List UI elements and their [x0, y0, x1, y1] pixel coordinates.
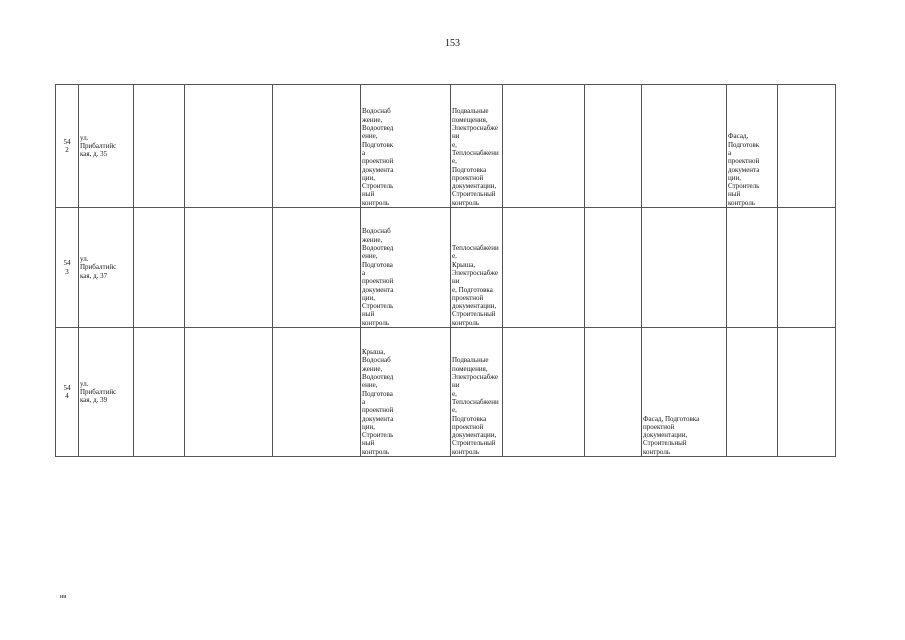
works-cell: Теплоснабжение, Крыша, Электроснабжени е, Подготовка проектной документации, Строительный контроль [451, 208, 503, 328]
works-cell [727, 208, 778, 328]
table-row [56, 208, 836, 328]
empty-cell [185, 328, 273, 457]
empty-cell [503, 85, 585, 208]
works-cell [642, 85, 727, 208]
empty-cell [585, 328, 642, 457]
empty-cell [585, 208, 642, 328]
empty-cell [503, 208, 585, 328]
footer-mark: ии [60, 594, 67, 600]
works-cell: Фасад, Подготовка проектной документации, Строительный контроль [642, 328, 727, 457]
empty-cell [273, 85, 361, 208]
page-number: 153 [445, 38, 460, 49]
empty-cell [134, 208, 185, 328]
empty-cell [585, 85, 642, 208]
works-table [55, 84, 836, 457]
works-cell [727, 328, 778, 457]
table-row [56, 85, 836, 208]
empty-cell [185, 85, 273, 208]
address-cell: ул. Прибалтийс кая, д. 39 [79, 328, 134, 457]
address-cell: ул. Прибалтийс кая, д. 37 [79, 208, 134, 328]
empty-cell [503, 328, 585, 457]
empty-cell [273, 328, 361, 457]
works-cell: Подвальные помещения, Электроснабжени е, Теплоснабжение, Подготовка проектной документации, Строительный контроль [451, 328, 503, 457]
empty-cell [134, 85, 185, 208]
empty-cell [778, 208, 836, 328]
empty-cell [778, 328, 836, 457]
empty-cell [134, 328, 185, 457]
row-number: 54 3 [56, 208, 79, 328]
works-cell [642, 208, 727, 328]
empty-cell [778, 85, 836, 208]
empty-cell [273, 208, 361, 328]
works-cell: Крыша, Водоснаб жение, Водоотвед ение, Подготова а проектной документа ции, Строитель ный контроль [361, 328, 451, 457]
row-number: 54 4 [56, 328, 79, 457]
empty-cell [185, 208, 273, 328]
row-number: 54 2 [56, 85, 79, 208]
works-cell: Подвальные помещения, Электроснабжени е, Теплоснабжение, Подготовка проектной документации, Строительный контроль [451, 85, 503, 208]
works-cell: Фасад, Подготовк а проектной документа ции, Строитель ный контроль [727, 85, 778, 208]
works-cell: Водоснаб жение, Водоотвед ение, Подготова а проектной документа ции, Строитель ный контроль [361, 208, 451, 328]
table-row [56, 328, 836, 457]
works-cell: Водоснаб жение, Водоотвед ение, Подготовк а проектной документа ции, Строитель ный контроль [361, 85, 451, 208]
address-cell: ул. Прибалтийс кая, д. 35 [79, 85, 134, 208]
